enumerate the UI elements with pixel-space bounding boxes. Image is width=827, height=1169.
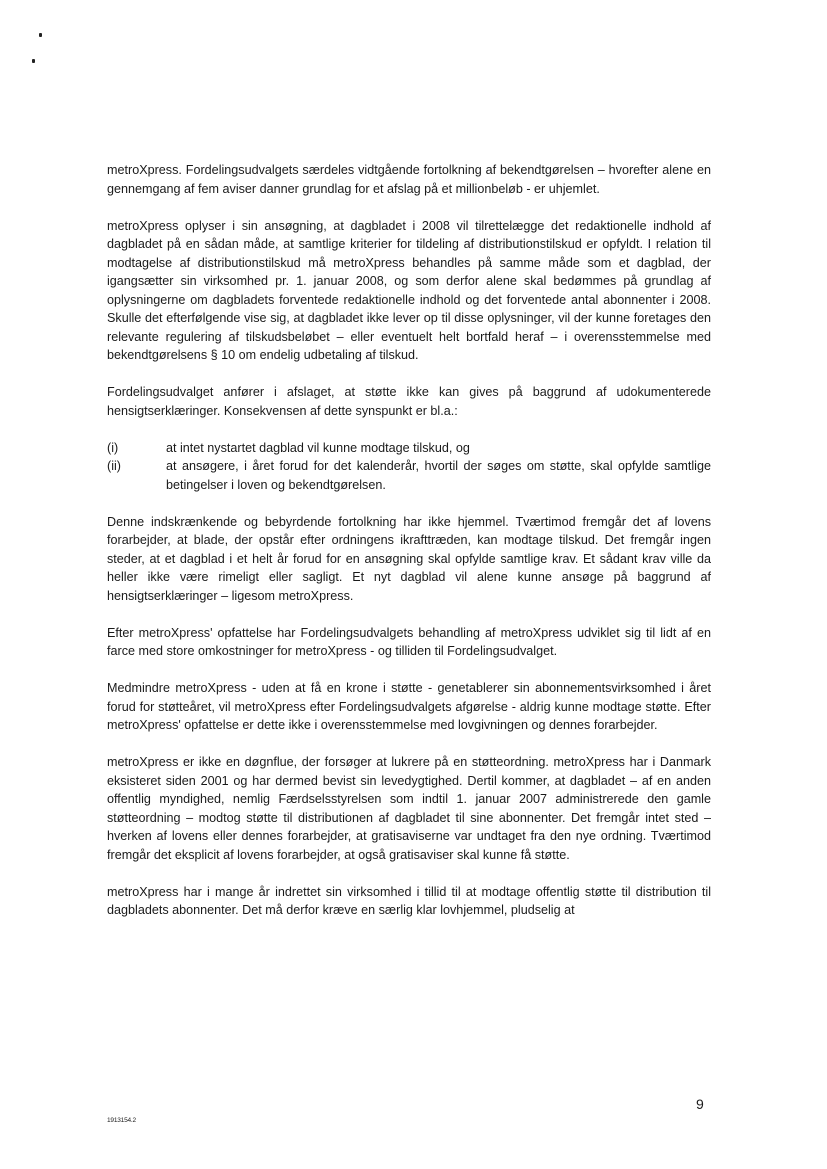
paragraph: Efter metroXpress' opfattelse har Fordelingsudvalgets behandling af metroXpress udviklet sig til lidt af en farce med store omkostninger for metroXpress - og tilliden til Fordelingsudvalget. [107, 625, 711, 658]
list-item-text: at ansøgere, i året forud for det kalenderår, hvortil der søges om støtte, skal opfylde samtlige betingelser i loven og bekendtgørelsen. [166, 459, 711, 492]
paragraph: Fordelingsudvalget anfører i afslaget, at støtte ikke kan gives på baggrund af udokumenterede hensigtserklæringer. Konsekvensen af dette synspunkt er bl.a.: [107, 385, 711, 418]
list-item-text: at intet nystartet dagblad vil kunne modtage tilskud, og [166, 440, 470, 455]
scan-speck [39, 33, 42, 37]
paragraph: metroXpress oplyser i sin ansøgning, at dagbladet i 2008 vil tilrettelægge det redaktionelle indhold af dagbladet på en sådan måde, at samtlige kriterier for tildeling af distributionstilskud er opfyldt. I relation til modtagelse af distributionstilskud må metroXpress behandles på samme måde som et dagblad, der igangsætter sin virksomhed pr. 1. januar 2008, og som derfor alene skal bedømmes på grundlag af oplysningerne om dagbladets forventede redaktionelle indhold og det forventede antal abonnenter i 2008. Skulle det efterfølgende vise sig, at dagbladet ikke lever op til disse oplysninger, vil der kunne foretages den relevante regulering af tilskudsbeløbet – eller eventuelt helt bortfald heraf – i overensstemmelse med bekendtgørelsens § 10 om endelig udbetaling af tilskud. [107, 218, 711, 362]
list-item [107, 439, 711, 458]
paragraph: metroXpress. Fordelingsudvalgets særdeles vidtgående fortolkning af bekendtgørelsen – hvorefter alene en gennemgang af fem aviser danner grundlag for et afslag på et millionbeløb - er uhjemlet. [107, 163, 711, 196]
paragraph: metroXpress har i mange år indrettet sin virksomhed i tillid til at modtage offentlig støtte til distribution til dagbladets abonnenter. Det må derfor kræve en særlig klar lovhjemmel, pludselig at [107, 884, 711, 917]
scan-speck [32, 59, 35, 63]
paragraph: metroXpress er ikke en døgnflue, der forsøger at lukrere på en støtteordning. metroXpress har i Danmark eksisteret siden 2001 og har dermed bevist sin levedygtighed. Dertil kommer, at dagbladet – af en anden offentlig myndighed, nemlig Færdselsstyrelsen som indtil 1. januar 2007 administrerede den gamle støtteordning – modtog støtte til distributionen af dagbladet til sine abonnenter. Det fremgår intet sted – hverken af lovens eller dennes forarbejder, at gratisaviserne var undtaget fra den nye ordning. Tværtimod fremgår det eksplicit af lovens forarbejder, at også gratisaviser skal kunne få støtte. [107, 755, 711, 862]
document-body [107, 161, 711, 920]
paragraph: Medmindre metroXpress - uden at få en krone i støtte - genetablerer sin abonnementsvirksomhed i året forud for støtteåret, vil metroXpress efter Fordelingsudvalgets afgørelse - aldrig kunne modtage støtte. Efter metroXpress' opfattelse er dette ikke i overensstemmelse med lovgivningen og dennes forarbejder. [107, 681, 711, 732]
list-marker: (i) [107, 440, 119, 455]
list-marker: (ii) [107, 459, 121, 473]
page-number: 9 [696, 1096, 704, 1112]
consequence-list [107, 439, 711, 495]
paragraph: Denne indskrænkende og bebyrdende fortolkning har ikke hjemmel. Tværtimod fremgår det af lovens forarbejder, at blade, der opstår efter ordningens ikrafttræden, kan modtage tilskud. Det fremgår ingen steder, at et dagblad i et helt år forud for en ansøgning skal opfylde samtlige krav. Et sådant krav ville da heller ikke være rimeligt eller sagligt. Et nyt dagblad vil alene kunne ansøge på baggrund af hensigtserklæringer – ligesom metroXpress. [107, 514, 711, 603]
document-id: 1913154.2 [107, 1117, 136, 1124]
list-item [107, 457, 711, 494]
